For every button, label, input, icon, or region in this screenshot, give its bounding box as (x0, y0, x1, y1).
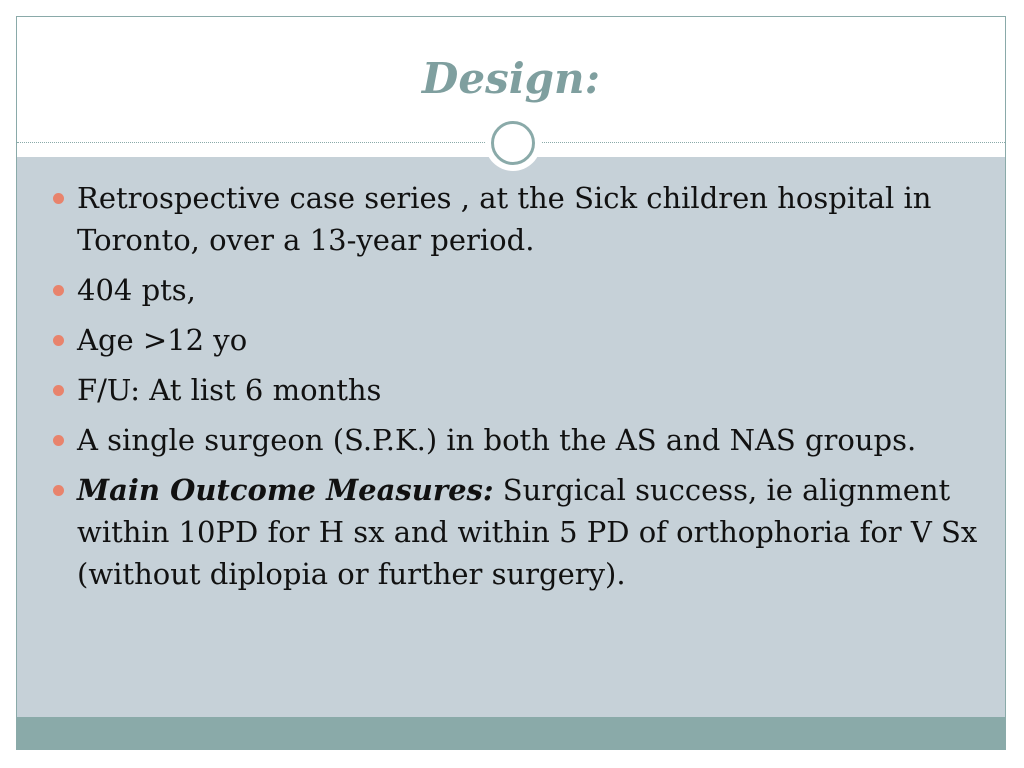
bullet-icon (53, 285, 64, 296)
bullet-text: 404 pts, (77, 273, 196, 307)
list-item (53, 469, 983, 595)
outcome-label: Main Outcome Measures: (77, 473, 494, 507)
circle-ornament-icon (485, 115, 541, 171)
list-item (53, 177, 983, 261)
ring-icon (491, 121, 535, 165)
list-item (53, 269, 983, 311)
list-item (53, 319, 983, 361)
bullet-text: Age >12 yo (77, 323, 248, 357)
slide (16, 16, 1006, 750)
bullet-icon (53, 335, 64, 346)
bullet-icon (53, 385, 64, 396)
bullet-text: Surgical success, ie alignment within 10PD for H sx and within 5 PD of orthophoria for V Sx (without diplopia or further surgery). (77, 473, 978, 591)
bullet-text: Retrospective case series , at the Sick children hospital in Toronto, over a 13-year period. (77, 181, 932, 257)
bullet-icon (53, 435, 64, 446)
bullet-icon (53, 193, 64, 204)
bullet-text: A single surgeon (S.P.K.) in both the AS and NAS groups. (77, 423, 917, 457)
bullet-list (53, 177, 983, 603)
slide-title: Design: (421, 54, 601, 103)
footer-band (17, 717, 1005, 750)
bullet-icon (53, 485, 64, 496)
list-item (53, 369, 983, 411)
bullet-text: F/U: At list 6 months (77, 373, 382, 407)
list-item (53, 419, 983, 461)
